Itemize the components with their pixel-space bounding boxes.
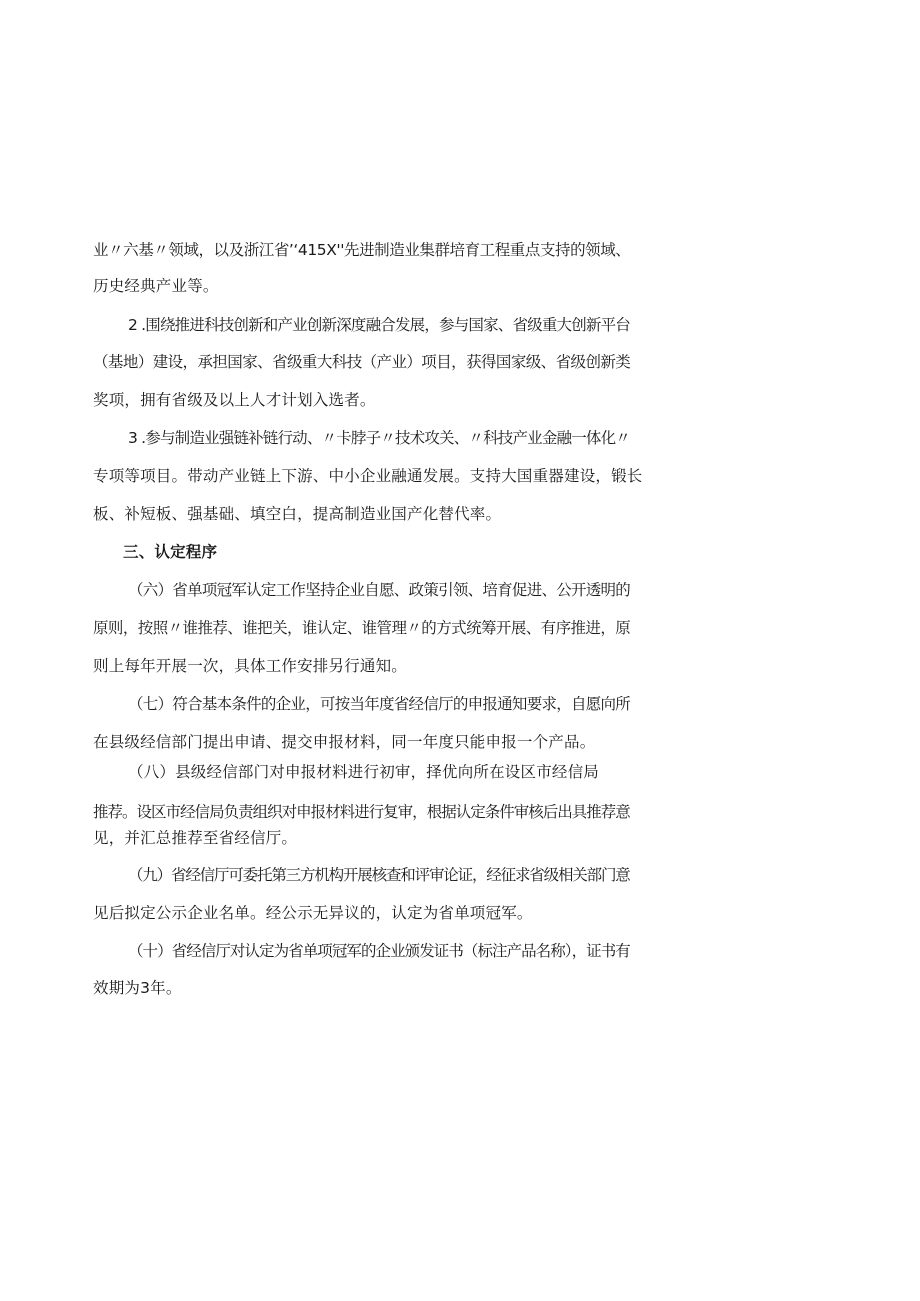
text-line: （基地）建设，承担国家、省级重大科技（产业）项目，获得国家级、省级创新类 <box>93 353 631 371</box>
text-line: 奖项，拥有省级及以上人才计划入选者。 <box>93 391 376 409</box>
text-line: 历史经典产业等。 <box>93 277 219 295</box>
text-line: 在县级经信部门提出申请、提交申报材料，同一年度只能申报一个产品。 <box>93 733 596 751</box>
paragraph-seven-line: （七）符合基本条件的企业，可按当年度省经信厅的申报通知要求，自愿向所 <box>128 695 631 713</box>
text-line: 原则，按照〃谁推荐、谁把关，谁认定、谁管理〃的方式统筹开展、有序推进，原 <box>93 619 631 637</box>
text-line: 板、补短板、强基础、填空白，提高制造业国产化替代率。 <box>93 505 502 523</box>
text-line: 业〃六基〃领域，以及浙江省’‘415X''先进制造业集群培育工程重点支持的领域、 <box>93 241 631 259</box>
text-line: 见，并汇总推荐至省经信厅。 <box>93 829 298 847</box>
section-heading: 三、认定程序 <box>123 543 218 561</box>
list-item-2-line: 2 .围绕推进科技创新和产业创新深度融合发展，参与国家、省级重大创新平台 <box>128 316 630 334</box>
text-line: 效期为3年。 <box>93 979 182 997</box>
paragraph-ten-line: （十）省经信厅对认定为省单项冠军的企业颁发证书（标注产品名称），证书有 <box>128 942 630 960</box>
paragraph-nine-line: （九）省经信厅可委托第三方机构开展核查和评审论证，经征求省级相关部门意 <box>128 866 630 884</box>
text-line: 专项等项目。带动产业链上下游、中小企业融通发展。支持大国重器建设，锻长 <box>93 467 643 485</box>
list-item-3-line: 3 .参与制造业强链补链行动、〃卡脖子〃技术攻关、〃科技产业金融一体化〃 <box>128 429 630 447</box>
paragraph-six-line: （六）省单项冠军认定工作坚持企业自愿、政策引领、培育促进、公开透明的 <box>128 581 631 599</box>
paragraph-eight-line: （八）县级经信部门对申报材料进行初审，择优向所在设区市经信局 <box>128 763 600 781</box>
text-line: 则上每年开展一次，具体工作安排另行通知。 <box>93 657 408 675</box>
text-line: 见后拟定公示企业名单。经公示无异议的，认定为省单项冠军。 <box>93 904 533 922</box>
text-line: 推荐。设区市经信局负责组织对申报材料进行复审，根据认定条件审核后出具推荐意 <box>93 803 630 821</box>
